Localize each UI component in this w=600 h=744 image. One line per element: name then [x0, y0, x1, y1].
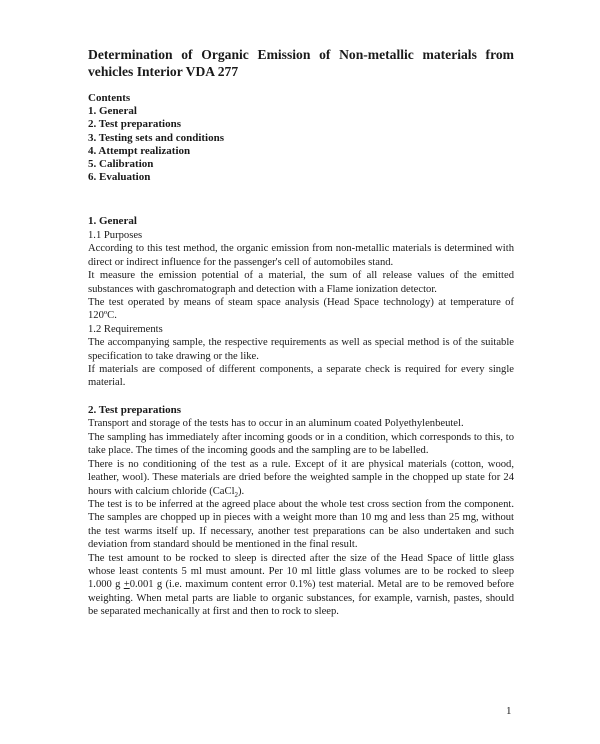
contents-item: 3. Testing sets and conditions [88, 131, 225, 144]
paragraph: The test operated by means of steam space analysis (Head Space technology) at temperature of 120ºC. [88, 297, 514, 322]
section-test-preparations [88, 404, 514, 619]
paragraph [88, 458, 514, 498]
paragraph [88, 552, 514, 619]
contents-heading: Contents [88, 92, 131, 104]
paragraph: The test is to be inferred at the agreed place about the whole test cross section from the component. The samples are chopped up in pieces with a weight more than 10 mg and less than 25 mg, without the test warms itself up. If necessary, another test preparations can be also undertaken and such deviation from standard should be mentioned in the final result. [88, 498, 514, 551]
paragraph-text: 0.001 g (i.e. maximum content error 0.1%) test material. Metal are to be removed before weighting. When metal parts are liable to organic substances, for example, varnish, pastes, should be separated mechanically at first and then to rock to sleep. [88, 579, 514, 618]
paragraph-text: The test amount to be rocked to sleep is directed after the size of the Head Space of little glass whose least contents 5 ml must amount. Per 10 ml little glass volumes are to be rocked to sleep 1.000 g [88, 552, 514, 591]
paragraph-text: There is no conditioning of the test as a rule. Except of it are physical materials (cotton, wood, leather, wool). These materials are dried before the weighted sample in the chopped up state for 24 hours with calcium chloride (CaCl [88, 458, 514, 497]
paragraph-text: ). [238, 485, 245, 497]
contents-item: 6. Evaluation [88, 171, 151, 184]
table-of-contents [88, 92, 514, 184]
page-number: 1 [506, 705, 512, 717]
contents-item: 4. Attempt realization [88, 144, 191, 157]
paragraph: The sampling has immediately after incoming goods or in a condition, which corresponds to this, to take place. The times of the incoming goods and the sampling are to be labelled. [88, 431, 514, 457]
paragraph: If materials are composed of different components, a separate check is required for every single material. [88, 364, 514, 389]
document-title: Determination of Organic Emission of Non-metallic materials from vehicles Interior VDA 277 [88, 47, 514, 79]
subsection-heading: 1.2 Requirements [88, 323, 163, 335]
contents-item: 5. Calibration [88, 158, 154, 171]
paragraph: It measure the emission potential of a material, the sum of all release values of the emitted substances with gaschromatograph and detection with a Flame ionization detector. [88, 270, 514, 295]
subscript: 2 [234, 490, 239, 499]
plus-minus-sign: + [123, 579, 130, 591]
section-general [88, 215, 514, 389]
paragraph: Transport and storage of the tests has to occur in an aluminum coated Polyethylenbeutel. [88, 418, 464, 430]
page-content [88, 46, 514, 619]
paragraph: According to this test method, the organic emission from non-metallic materials is determined with direct or indirect influence for the passenger's cell of automobiles stand. [88, 243, 514, 268]
section-heading: 1. General [88, 215, 137, 228]
paragraph: The accompanying sample, the respective requirements as well as special method is of the suitable specification to take drawing or the like. [88, 337, 514, 362]
contents-item: 2. Test preparations [88, 118, 182, 131]
contents-item: 1. General [88, 105, 137, 118]
section-heading: 2. Test preparations [88, 403, 182, 416]
subsection-heading: 1.1 Purposes [88, 230, 143, 242]
